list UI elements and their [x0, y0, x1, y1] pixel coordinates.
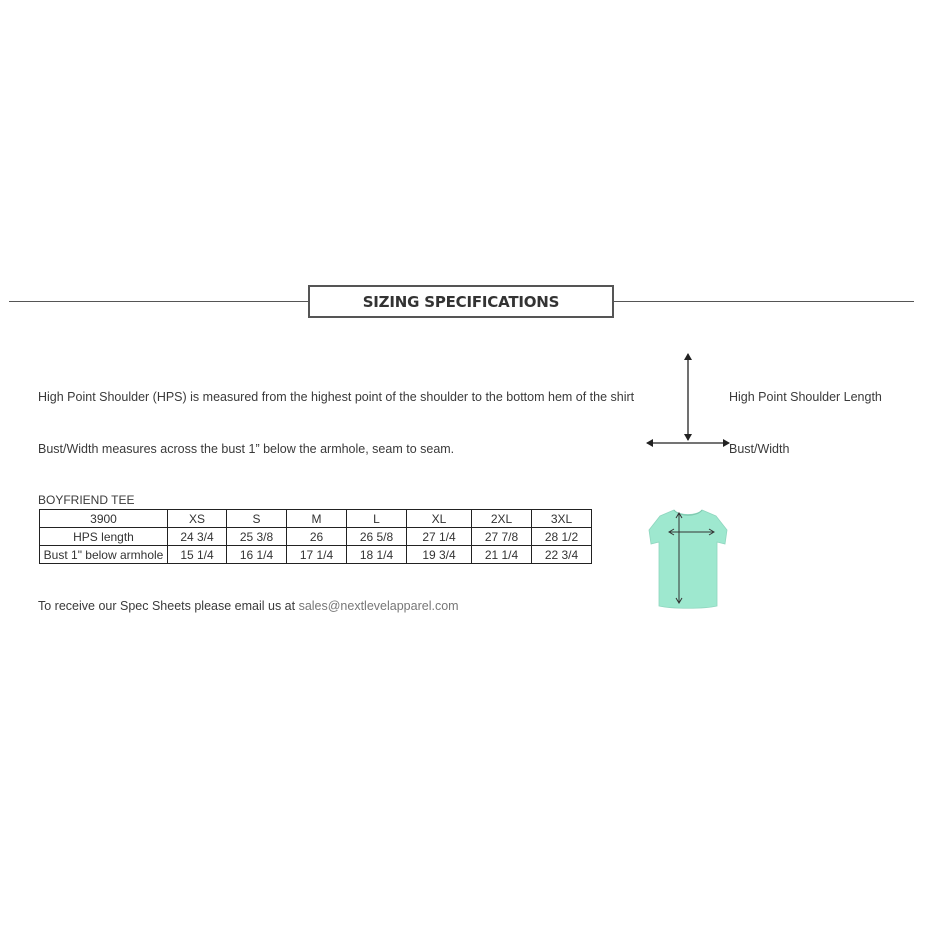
- table-cell: 26 5/8: [347, 528, 407, 546]
- hps-description: High Point Shoulder (HPS) is measured from the highest point of the shoulder to the bottom hem of the shirt: [38, 390, 635, 404]
- contact-email-link[interactable]: sales@nextlevelapparel.com: [298, 599, 459, 613]
- table-cell: Bust 1" below armhole: [40, 546, 168, 564]
- table-cell: XS: [168, 510, 227, 528]
- bust-description: Bust/Width measures across the bust 1” below the armhole, seam to seam.: [38, 442, 455, 456]
- table-cell: 24 3/4: [168, 528, 227, 546]
- table-cell: 15 1/4: [168, 546, 227, 564]
- size-table-title: BOYFRIEND TEE: [38, 493, 135, 507]
- table-cell: 19 3/4: [407, 546, 472, 564]
- table-cell: 16 1/4: [227, 546, 287, 564]
- table-cell: 25 3/8: [227, 528, 287, 546]
- title-rule-right: [613, 301, 914, 302]
- tshirt-illustration: [646, 508, 730, 612]
- table-cell: 21 1/4: [472, 546, 532, 564]
- table-cell: S: [227, 510, 287, 528]
- table-cell: M: [287, 510, 347, 528]
- table-cell: 27 7/8: [472, 528, 532, 546]
- table-cell: XL: [407, 510, 472, 528]
- table-cell: 22 3/4: [532, 546, 592, 564]
- table-cell: 27 1/4: [407, 528, 472, 546]
- page-title: SIZING SPECIFICATIONS: [308, 285, 614, 318]
- title-rule-left: [9, 301, 309, 302]
- size-table: [39, 509, 592, 564]
- table-cell: 3900: [40, 510, 168, 528]
- hps-length-label: High Point Shoulder Length: [729, 390, 882, 404]
- table-cell: 28 1/2: [532, 528, 592, 546]
- contact-line: [38, 599, 459, 613]
- table-cell: HPS length: [40, 528, 168, 546]
- table-cell: 26: [287, 528, 347, 546]
- table-cell: L: [347, 510, 407, 528]
- bust-width-label: Bust/Width: [729, 442, 790, 456]
- table-cell: 3XL: [532, 510, 592, 528]
- table-cell: 17 1/4: [287, 546, 347, 564]
- table-cell: 18 1/4: [347, 546, 407, 564]
- table-cell: 2XL: [472, 510, 532, 528]
- tshirt-body: [649, 510, 727, 608]
- measurement-diagram-arrows: [640, 348, 736, 452]
- table-row: [40, 528, 592, 546]
- table-header-row: [40, 510, 592, 528]
- contact-text: To receive our Spec Sheets please email us at: [38, 599, 299, 613]
- table-row: [40, 546, 592, 564]
